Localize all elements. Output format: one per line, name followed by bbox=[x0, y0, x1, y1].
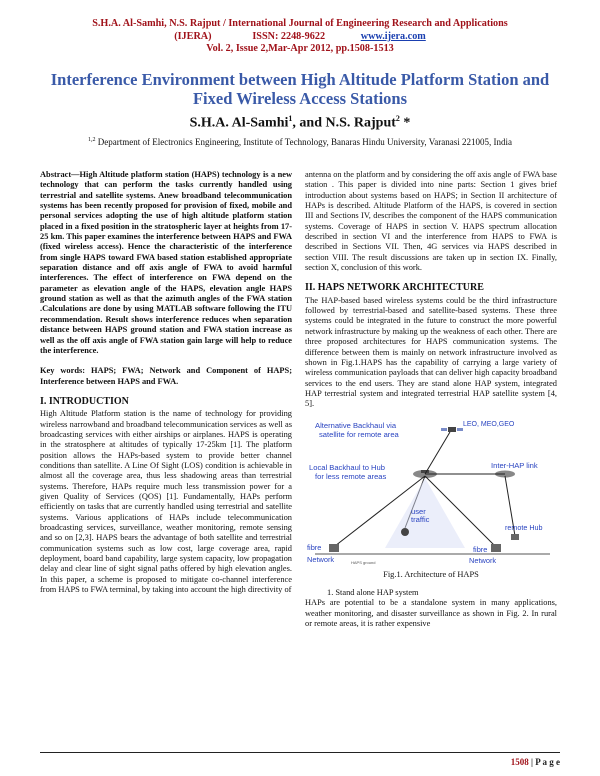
label-fibre-2: fibre bbox=[473, 544, 488, 554]
left-column bbox=[40, 170, 292, 595]
list-item: 1. Stand alone HAP system bbox=[327, 587, 419, 597]
right-column bbox=[305, 170, 557, 629]
affil-sup: 1,2 bbox=[87, 137, 96, 143]
author2: N.S. Rajput bbox=[325, 115, 396, 131]
affiliation-text: Department of Electronics Engineering, Institute of Technology, Banaras Hindu University, Varanasi 221005, India bbox=[97, 137, 512, 147]
page-footer bbox=[40, 752, 560, 773]
affiliation bbox=[0, 137, 600, 147]
page-number: 1508 | P a g e bbox=[510, 757, 560, 767]
label-local: Local Backhaul to Hub bbox=[309, 462, 385, 472]
label-leo: LEO, MEO,GEO bbox=[463, 420, 515, 428]
page-label: P a g e bbox=[535, 757, 560, 767]
journal-abbrev: (IJERA) bbox=[174, 30, 212, 42]
satellite-icon bbox=[441, 427, 463, 432]
haps-architecture-diagram bbox=[305, 418, 557, 568]
ground-station-icon bbox=[329, 544, 339, 552]
and-text: , and bbox=[292, 115, 326, 131]
abstract: Abstract—High Altitude platform station (HAPS) technology is a new technology that can perform the tasks currently handled using terrestrial and satellite systems. Anew broadband telecommunication systems has been recently proposed for provision of fixed, mobile and personal services adopting the use of high altitude platform station placed in a fixed position in the stratospheric layer at heights from 17-25 km. This paper examines the interference between HAPS and FWA (fixed wireless access). Hence the characteristic of the interference from single HAPS toward FWA based station established appropriate separation distance and off axis angle of FWA to avoid harmful interferences. The effect of interference on FWA depend on the parameter as elevation angle of the HAPS, elevation angle HAPS ground station as well as that the azimuth angles of the FWA station .Calculations are done by using MATLAB software following the ITU recommendation. Result shows interference reduces when separation distance between HAPS ground station and FWA station increase as well as the off axis angle of FWA station gain large will help to reduce the interference. bbox=[40, 170, 292, 355]
architecture-text: The HAP-based based wireless systems could be the third infrastructure followed by terrestrial-based and satellite-based systems. These three systems could be integrated in the future to construct the more powerful network infrastructure by making up the weakness of each other. There are three proposed architectures for HAPS communication systems. The difference between them is mainly on network infrastructure involved as shown in Fig.1.HAPS has the capability of carrying a large variety of wireless communication payloads that can deliver high capacity broadband services to the end users. They are stand alone HAP system, integrated HAP terrestrial system and integrated terrestrial HAP satellite system [4, 5]. bbox=[305, 295, 557, 409]
section-introduction-heading: I. INTRODUCTION bbox=[40, 395, 129, 407]
figure-caption: Fig.1. Architecture of HAPS bbox=[383, 569, 479, 579]
journal-header bbox=[0, 18, 600, 56]
right-para3: HAPs are potential to be a standalone system in many applications, weather monitoring, and disaster surveillance as shown in Fig. 2. In rural or remote areas, it is rather expensive bbox=[305, 598, 557, 628]
sat-link bbox=[425, 432, 450, 474]
issn: ISSN: 2248-9622 bbox=[252, 30, 326, 42]
right-para1: antenna on the platform and by considering the off axis angle of FWA base station . This paper is divided into nine parts: Section 1 gives brief introduction about systems based on HAPS; in Section II architecture of HAPs is described. Altitude Platform of the HAPS, is covered in section III and Sections IV, describes the component of the HAPS communication systems. Coverage of HAPS in section V. HAPS spectrum allocation described in section VI and the interference from HAPS to FWA is described in Sections VII. Then, 4G services via HAPS described in section VIII. The result discussions are taken up in section IX. Finally, section X, conclusion of this work. bbox=[305, 170, 557, 273]
label-interhap: Inter-HAP link bbox=[491, 460, 538, 470]
section-architecture-heading: II. HAPS NETWORK ARCHITECTURE bbox=[305, 282, 484, 294]
label-network-1: Network bbox=[307, 554, 335, 564]
title-line2: Fixed Wireless Access Stations bbox=[192, 89, 408, 108]
journal-website-link[interactable]: www.ijera.com bbox=[360, 30, 426, 42]
remote-hub-icon bbox=[511, 534, 519, 540]
label-fibre-1: fibre bbox=[307, 542, 322, 552]
journal-line2 bbox=[0, 31, 600, 44]
label-local-2: for less remote areas bbox=[315, 471, 387, 481]
label-backhaul-sat: Alternative Backhaul via bbox=[315, 420, 397, 430]
author1: S.H.A. Al-Samhi bbox=[189, 115, 289, 131]
user-icon bbox=[401, 528, 409, 536]
paper-title bbox=[40, 70, 560, 108]
keywords: Key words: HAPS; FWA; Network and Component of HAPS; Interference between HAPS and FWA. bbox=[40, 366, 292, 386]
label-traffic: traffic bbox=[411, 514, 430, 524]
figure-1 bbox=[305, 418, 557, 568]
author2-mark: * bbox=[399, 115, 411, 131]
page-number-value: 1508 bbox=[510, 757, 529, 767]
title-line1: Interference Environment between High Altitude Platform Station and bbox=[50, 70, 550, 89]
label-backhaul-sat-2: satellite for remote area bbox=[319, 429, 399, 439]
authors bbox=[0, 114, 600, 132]
label-remote-hub: remote Hub bbox=[505, 522, 543, 532]
journal-line3: Vol. 2, Issue 2,Mar-Apr 2012, pp.1508-1513 bbox=[206, 43, 394, 54]
label-user: user bbox=[411, 506, 426, 516]
author1-sup: 1 bbox=[288, 114, 293, 123]
label-network-2: Network bbox=[469, 555, 497, 565]
introduction-text: High Altitude Platform station is the name of technology for providing wireless narrowband and broadband telecommunication services as well as broadcasting services with either airships or airplanes. HAPS is operating in the stratosphere at altitudes of typically 17-25km [1]. The platform position allows the HAPs-based system to provide better channel conditions than satellite. A Line Of Sight (LOS) condition is achievable in almost all the coverage area, thus less shadowing areas than terrestrial systems. Therefore, HAPs require much less transmission power for a given Quality of Services (QOS) [1]. Fundamentally, HAPs perform efficiently on tasks that are currently handled using terrestrial and satellite systems. Various applications of HAPs include telecommunication broadcasting services, surveillance, weather monitoring, remote sensing and so on [2,3]. HAPS bears the advantage of both satellite and terrestrial communication systems such as low cost, large coverage area, rapid deployment, board band capability, large system capacity, low propagation delay and clear line of sight signal paths offered by high elevation angles. In this paper, a scheme is proposed to mitigate co-channel interference from HAPS to FWA terminal, by taking into account the high directivity of bbox=[40, 409, 292, 595]
author2-sup: 2 bbox=[395, 114, 400, 123]
ground-station-icon bbox=[491, 544, 501, 552]
label-small: HAPS ground bbox=[351, 559, 376, 565]
journal-line1: S.H.A. Al-Samhi, N.S. Rajput / International Journal of Engineering Research and Applications bbox=[92, 18, 508, 29]
